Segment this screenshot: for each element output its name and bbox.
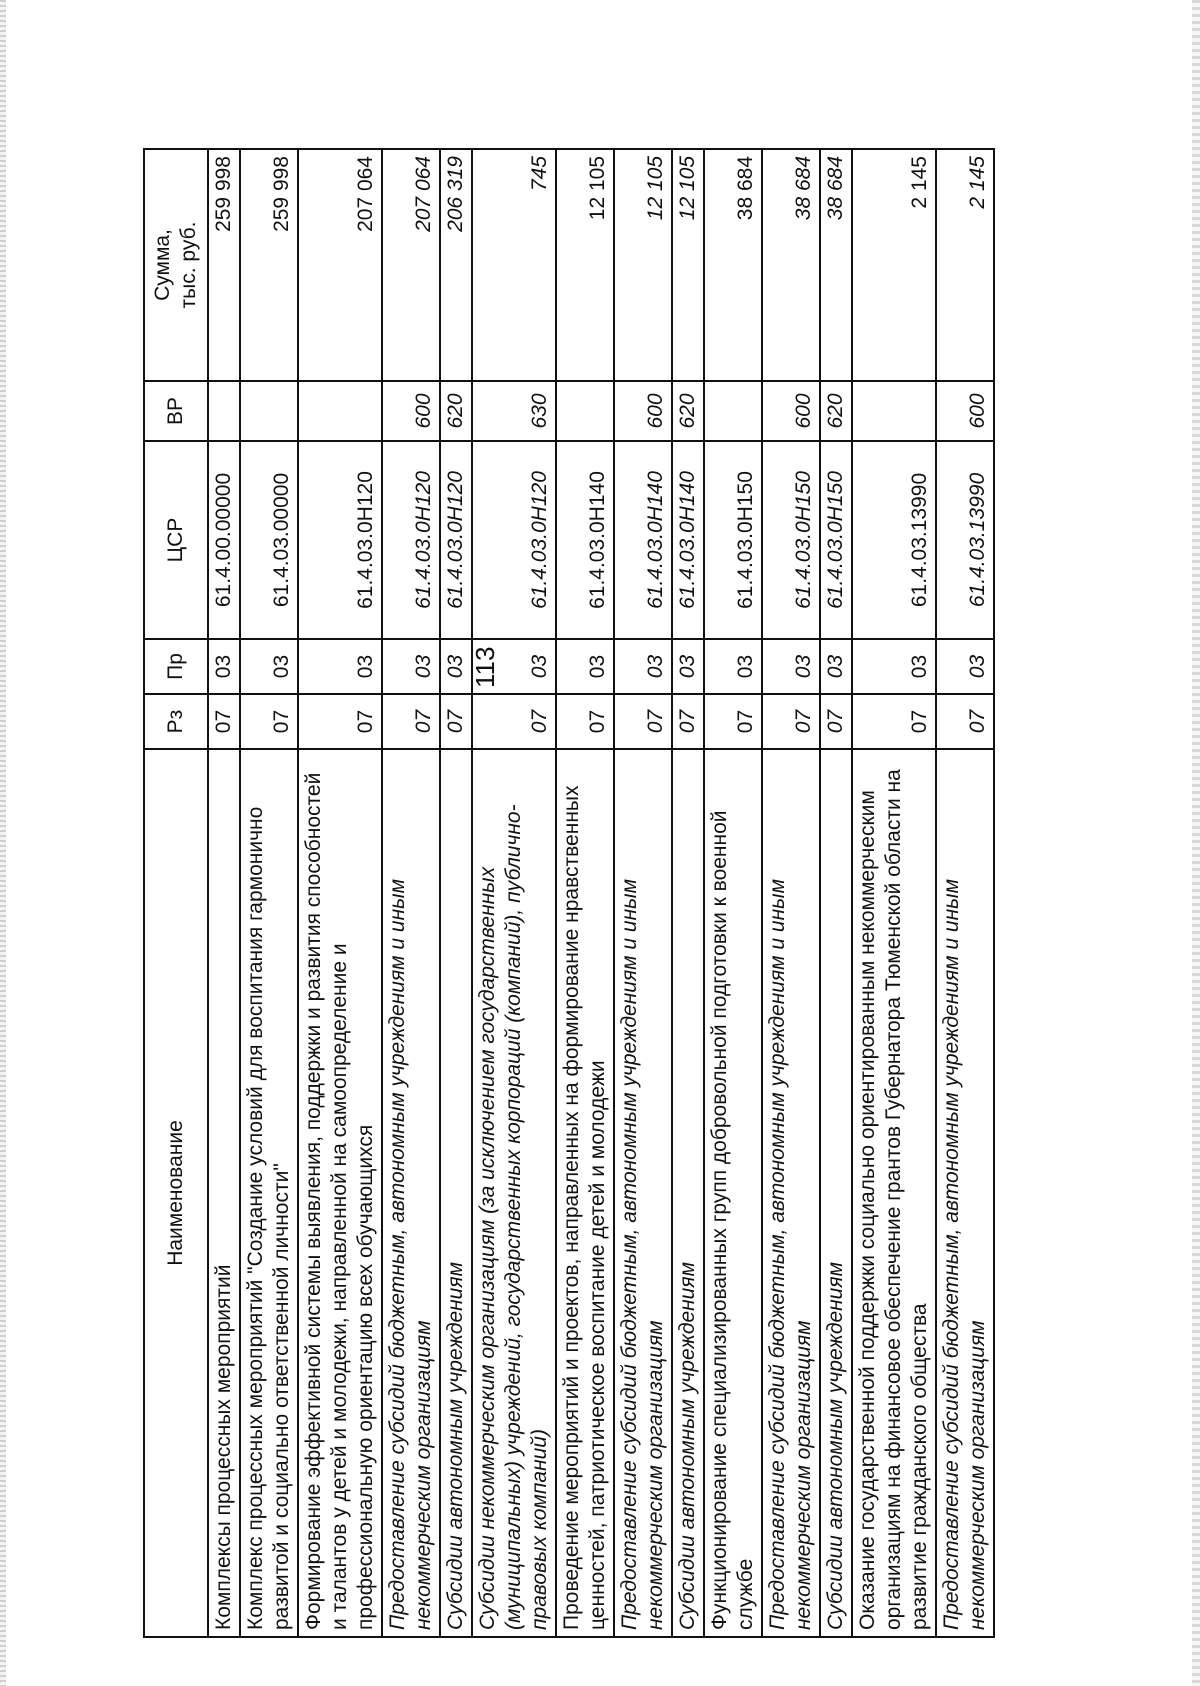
cell-pr: 03 bbox=[762, 639, 820, 694]
cell-vr bbox=[208, 381, 240, 441]
cell-vr: 620 bbox=[672, 381, 704, 441]
table-row bbox=[852, 149, 936, 1637]
cell-name: Предоставление субсидий бюджетным, автономным учреждениям и иным некоммерческим организациям bbox=[762, 749, 820, 1637]
cell-sum: 38 684 bbox=[704, 149, 762, 381]
cell-rz: 07 bbox=[852, 694, 936, 749]
cell-rz: 07 bbox=[672, 694, 704, 749]
table-header-row bbox=[144, 149, 208, 1637]
cell-pr: 03 bbox=[820, 639, 852, 694]
cell-name: Формирование эффективной системы выявления, поддержки и развития способностей и талантов у детей и молодежи, направленной на самоопределение и профессиональную ориентацию всех обучающихся bbox=[298, 749, 382, 1637]
cell-csr: 61.4.03.13990 bbox=[852, 441, 936, 639]
cell-name: Предоставление субсидий бюджетным, автономным учреждениям и иным некоммерческим организациям bbox=[614, 749, 672, 1637]
cell-name: Комплексы процессных мероприятий bbox=[208, 749, 240, 1637]
cell-rz: 07 bbox=[298, 694, 382, 749]
cell-rz: 07 bbox=[240, 694, 298, 749]
cell-name: Проведение мероприятий и проектов, направленных на формирование нравственных ценностей, патриотическое воспитание детей и молодежи bbox=[556, 749, 614, 1637]
cell-sum: 2 145 bbox=[936, 149, 994, 381]
table-row bbox=[762, 149, 820, 1637]
cell-csr: 61.4.03.0Н120 bbox=[440, 441, 472, 639]
cell-name: Субсидии автономным учреждениям bbox=[672, 749, 704, 1637]
cell-name: Функционирование специализированных групп добровольной подготовки к военной службе bbox=[704, 749, 762, 1637]
table-row bbox=[614, 149, 672, 1637]
table-row bbox=[240, 149, 298, 1637]
cell-name: Субсидии некоммерческим организациям (за исключением государственных (муниципальных) учреждений, государственных корпораций (компаний), публично-правовых компаний) bbox=[472, 749, 556, 1637]
cell-pr: 03 bbox=[298, 639, 382, 694]
header-rz: Рз bbox=[144, 694, 208, 749]
cell-vr bbox=[240, 381, 298, 441]
cell-sum: 12 105 bbox=[556, 149, 614, 381]
cell-rz: 07 bbox=[440, 694, 472, 749]
cell-pr: 03 bbox=[704, 639, 762, 694]
cell-pr: 03 bbox=[556, 639, 614, 694]
table-row bbox=[672, 149, 704, 1637]
cell-sum: 206 319 bbox=[440, 149, 472, 381]
scan-edge-left bbox=[0, 0, 6, 1686]
cell-name: Предоставление субсидий бюджетным, автономным учреждениям и иным некоммерческим организациям bbox=[936, 749, 994, 1637]
cell-csr: 61.4.00.00000 bbox=[208, 441, 240, 639]
header-pr: Пр bbox=[144, 639, 208, 694]
cell-rz: 07 bbox=[472, 694, 556, 749]
table-row bbox=[936, 149, 994, 1637]
table-row bbox=[382, 149, 440, 1637]
cell-name: Субсидии автономным учреждениям bbox=[820, 749, 852, 1637]
table-body bbox=[208, 149, 994, 1637]
cell-rz: 07 bbox=[382, 694, 440, 749]
cell-sum: 259 998 bbox=[240, 149, 298, 381]
cell-name: Субсидии автономным учреждениям bbox=[440, 749, 472, 1637]
cell-csr: 61.4.03.0Н150 bbox=[762, 441, 820, 639]
cell-vr bbox=[852, 381, 936, 441]
cell-vr bbox=[704, 381, 762, 441]
cell-rz: 07 bbox=[556, 694, 614, 749]
header-sum-line1: Сумма, bbox=[151, 229, 174, 301]
table-row bbox=[472, 149, 556, 1637]
header-sum bbox=[144, 149, 208, 381]
cell-pr: 03 bbox=[240, 639, 298, 694]
cell-pr: 03 bbox=[614, 639, 672, 694]
cell-csr: 61.4.03.0Н140 bbox=[556, 441, 614, 639]
cell-csr: 61.4.03.0Н150 bbox=[820, 441, 852, 639]
table-row bbox=[440, 149, 472, 1637]
cell-name: Предоставление субсидий бюджетным, автономным учреждениям и иным некоммерческим организациям bbox=[382, 749, 440, 1637]
budget-table bbox=[143, 148, 995, 1638]
cell-csr: 61.4.03.13990 bbox=[936, 441, 994, 639]
cell-sum: 12 105 bbox=[672, 149, 704, 381]
cell-rz: 07 bbox=[614, 694, 672, 749]
table-row bbox=[820, 149, 852, 1637]
cell-csr: 61.4.03.0Н140 bbox=[672, 441, 704, 639]
cell-rz: 07 bbox=[936, 694, 994, 749]
cell-pr: 03 bbox=[208, 639, 240, 694]
cell-pr: 03 bbox=[382, 639, 440, 694]
table-row bbox=[298, 149, 382, 1637]
cell-vr: 600 bbox=[614, 381, 672, 441]
scan-edge-right bbox=[1192, 0, 1200, 1686]
cell-pr: 03 bbox=[852, 639, 936, 694]
cell-pr: 03 bbox=[440, 639, 472, 694]
cell-name: Оказание государственной поддержки социально ориентированным некоммерческим организациям на финансовое обеспечение грантов Губернатора Тюменской области на развитие гражданского общества bbox=[852, 749, 936, 1637]
header-vr: ВР bbox=[144, 381, 208, 441]
cell-csr: 61.4.03.0Н140 bbox=[614, 441, 672, 639]
cell-csr: 61.4.03.0Н120 bbox=[382, 441, 440, 639]
cell-vr: 620 bbox=[820, 381, 852, 441]
cell-pr: 03 bbox=[672, 639, 704, 694]
cell-rz: 07 bbox=[820, 694, 852, 749]
cell-vr: 600 bbox=[762, 381, 820, 441]
cell-vr: 620 bbox=[440, 381, 472, 441]
header-csr: ЦСР bbox=[144, 441, 208, 639]
cell-vr bbox=[556, 381, 614, 441]
table-row bbox=[208, 149, 240, 1637]
cell-vr bbox=[298, 381, 382, 441]
cell-rz: 07 bbox=[208, 694, 240, 749]
cell-csr: 61.4.03.00000 bbox=[240, 441, 298, 639]
cell-pr: 03 bbox=[936, 639, 994, 694]
cell-csr: 61.4.03.0Н120 bbox=[472, 441, 556, 639]
cell-sum: 2 145 bbox=[852, 149, 936, 381]
header-name: Наименование bbox=[144, 749, 208, 1637]
cell-sum: 207 064 bbox=[382, 149, 440, 381]
cell-vr: 630 bbox=[472, 381, 556, 441]
cell-sum: 38 684 bbox=[762, 149, 820, 381]
cell-name: Комплекс процессных мероприятий "Создание условий для воспитания гармонично развитой и социально ответственной личности" bbox=[240, 749, 298, 1637]
cell-sum: 38 684 bbox=[820, 149, 852, 381]
cell-vr: 600 bbox=[936, 381, 994, 441]
cell-sum: 207 064 bbox=[298, 149, 382, 381]
table-row bbox=[556, 149, 614, 1637]
cell-sum: 12 105 bbox=[614, 149, 672, 381]
rotated-table-wrapper bbox=[143, 150, 995, 1638]
cell-rz: 07 bbox=[704, 694, 762, 749]
cell-vr: 600 bbox=[382, 381, 440, 441]
cell-sum: 259 998 bbox=[208, 149, 240, 381]
cell-csr: 61.4.03.0Н150 bbox=[704, 441, 762, 639]
header-sum-line2: тыс. руб. bbox=[177, 221, 200, 309]
table-row bbox=[704, 149, 762, 1637]
cell-rz: 07 bbox=[762, 694, 820, 749]
page-number: 113 bbox=[470, 646, 500, 688]
cell-pr: 03 bbox=[472, 639, 556, 694]
cell-sum: 745 bbox=[472, 149, 556, 381]
cell-csr: 61.4.03.0Н120 bbox=[298, 441, 382, 639]
